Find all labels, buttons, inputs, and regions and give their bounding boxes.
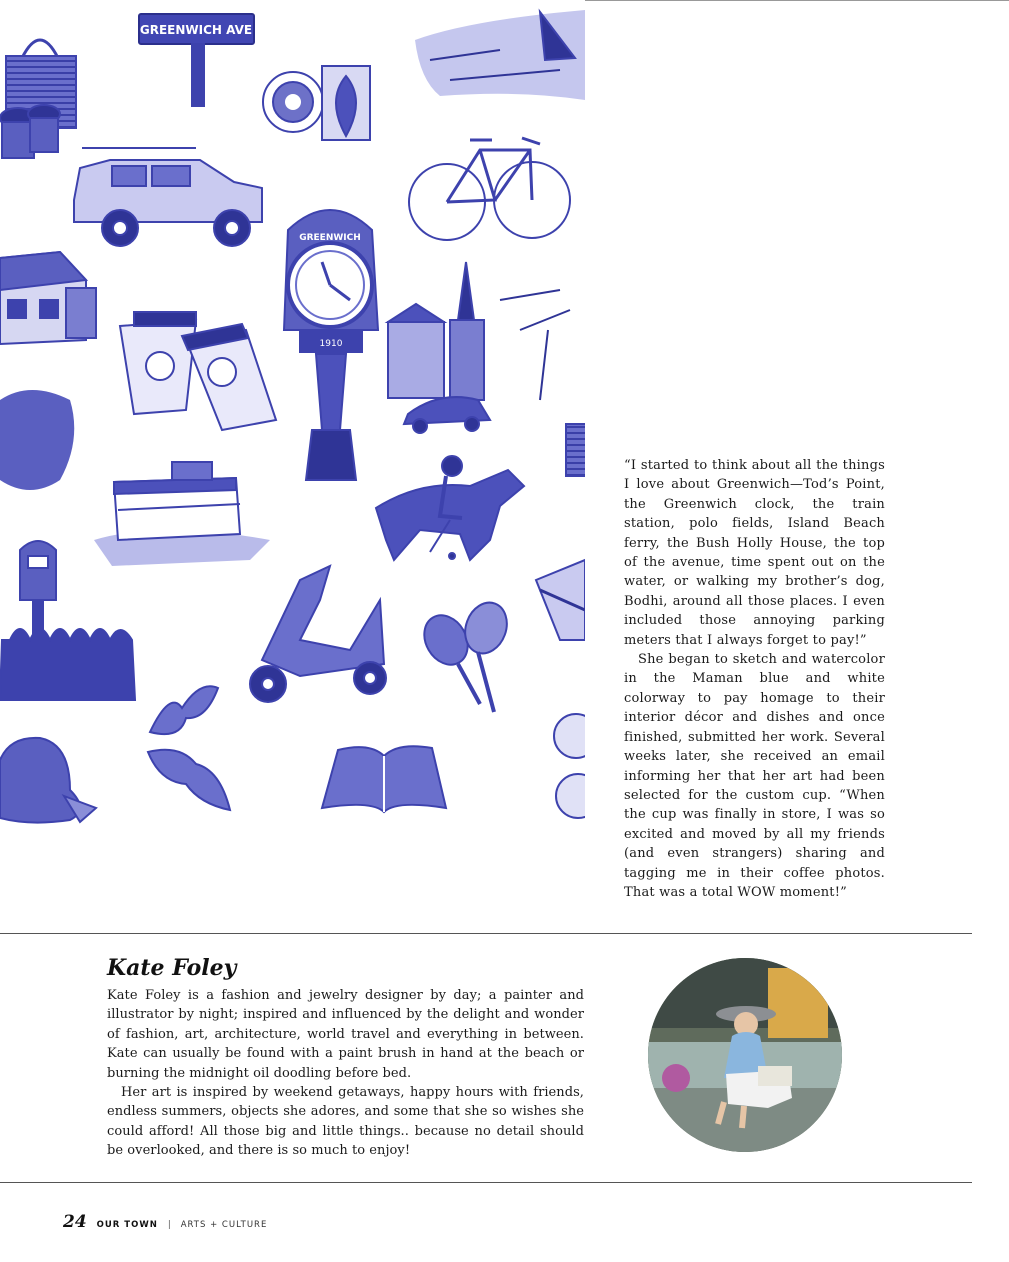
scooter-icon	[250, 566, 386, 702]
footer-separator: |	[167, 1220, 171, 1230]
coffee-cup-icon	[263, 72, 323, 132]
decorative-plates-icon	[554, 714, 585, 818]
clock-year: 1910	[319, 339, 343, 349]
bio-paragraph: Her art is inspired by weekend getaways, happy hours with friends, endless summers, objects she adores, and some that she so wishes she could afford! All those big and little things.. because no detail should be overlooked, and there is so much to enjoy!	[107, 1085, 584, 1159]
maman-cups-icon	[120, 312, 276, 430]
greenwich-clock-icon	[284, 210, 378, 480]
publication-name: OUR TOWN	[96, 1220, 158, 1230]
article-paragraph: She began to sketch and watercolor in the Maman blue and white colorway to pay homage to their interior décor and dishes and once finished, submitted her work. Several weeks later, she received an email informing her that her art had been selected for the custom cup. “When the cup was finally in store, I was so excited and moved by all my friends (and even strangers) sharing and tagging me in their coffee photos. That was a total WOW moment!”	[624, 652, 885, 900]
section-name: ARTS + CULTURE	[180, 1220, 268, 1230]
bio-paragraph: Kate Foley is a fashion and jewelry designer by day; a painter and illustrator by night; inspired and influenced by the delight and wonder of fashion, art, architecture, world travel and everything in between. Kate can usually be found with a paint brush in hand at the beach or burning the midnight oil doodling before bed.	[107, 988, 584, 1081]
article-column	[624, 456, 885, 902]
cupcakes-icon	[0, 105, 60, 158]
clock-label: GREENWICH	[299, 233, 361, 243]
church-village-icon	[388, 262, 570, 433]
train-icon	[536, 560, 585, 640]
greenwich-illustration	[0, 0, 585, 862]
bio-text	[107, 986, 584, 1161]
page-footer	[63, 1212, 267, 1232]
striped-box-icon	[566, 424, 585, 476]
harbor-scene-icon	[415, 10, 585, 100]
article-paragraph: “I started to think about all the things I love about Greenwich—Tod’s Point, the Greenwich clock, the train station, polo fields, Island Beach ferry, the Bush Holly House, the top of the avenue, time spent out on the water, or walking my brother’s dog, Bodhi, around all those places. I even included those annoying parking meters that I always forget to pay!”	[624, 458, 885, 648]
tulips-icon	[0, 629, 135, 700]
section-divider	[0, 933, 972, 934]
seashell-icon	[322, 66, 370, 140]
tennis-rackets-icon	[416, 597, 514, 712]
butterflies-icon	[148, 686, 230, 810]
bio-name: Kate Foley	[107, 955, 237, 981]
ferry-icon	[94, 462, 270, 566]
hydrangea-icon	[0, 390, 74, 490]
page-number: 24	[63, 1212, 87, 1232]
open-book-icon	[322, 746, 446, 812]
cottage-icon	[0, 252, 96, 344]
sun-hat-icon	[0, 738, 96, 823]
artist-photo	[648, 958, 842, 1152]
bicycle-icon	[409, 138, 570, 240]
footer-divider	[0, 1182, 972, 1183]
street-sign-label: GREENWICH AVE	[139, 23, 253, 37]
polo-rider-icon	[376, 456, 524, 560]
street-sign-icon	[139, 14, 254, 106]
suv-icon	[74, 148, 262, 246]
